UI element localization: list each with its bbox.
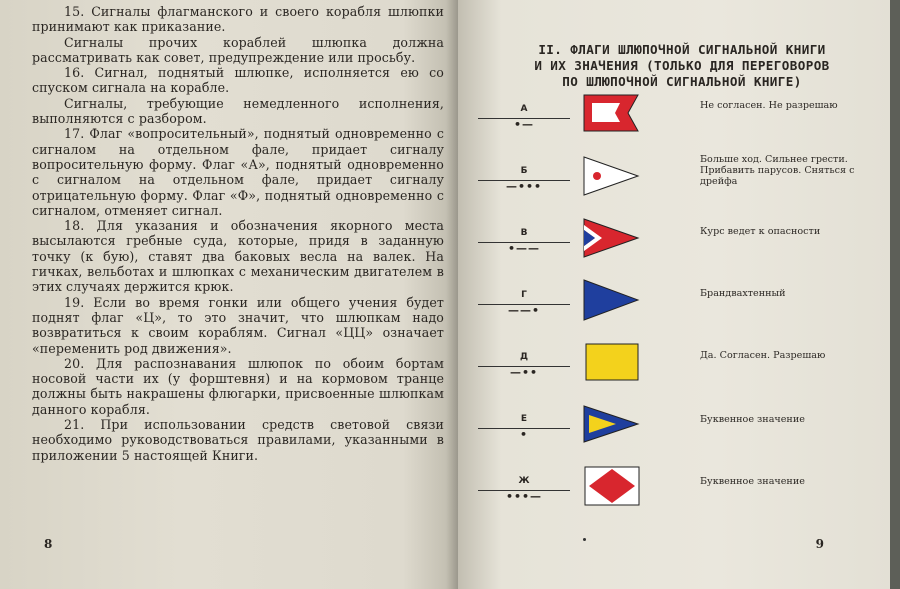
flag-letter: Д: [519, 352, 528, 362]
flag-code: [478, 104, 570, 131]
flag-code: [478, 290, 570, 317]
section-title-line: И ИХ ЗНАЧЕНИЯ (ТОЛЬКО ДЛЯ ПЕРЕГОВОРОВ: [534, 58, 830, 73]
morse-code: ——•: [507, 304, 541, 317]
flag-row: [478, 462, 890, 512]
left-page-number: 8: [44, 537, 53, 551]
paragraph: 16. Сигнал, поднятый шлюпке, исполняется ею со спуском сигнала на корабле.: [32, 65, 444, 96]
flag-meaning: Курс ведет к опасности: [700, 226, 821, 237]
paragraph: 21. При использовании средств световой связи необходимо руководствоваться правилами, указанными в приложении 5 настоящей Книги.: [32, 417, 444, 463]
flag-row: [478, 338, 890, 388]
signal-flag-7: [582, 464, 642, 508]
paragraph: 20. Для распознавания шлюпок по обоим бортам носовой части их (у форштевня) и на кормовом транце должны быть накрашены флюгарки, присвоенные шлюпкам данного корабля.: [32, 355, 444, 417]
paragraph: 15. Сигналы флагманского и своего корабля шлюпки принимают как приказание.: [32, 4, 444, 35]
signal-flag-5: [582, 340, 642, 384]
flag-code: [478, 476, 570, 503]
flag-meaning: Брандвахтенный: [700, 288, 786, 299]
print-dot: [583, 538, 586, 541]
morse-code: •——: [507, 242, 541, 255]
signal-flag-3: [582, 216, 642, 260]
right-page-number: 9: [815, 537, 824, 551]
paragraph: 17. Флаг «вопросительный», поднятый одновременно с сигналом на отдельном фале, придает сигналу вопросительную форму. Флаг «А», поднятый одновременно с сигналом на отдельном фале, придает сигналу отрицательную форму. Флаг «Ф», поднятый одновременно с сигналом, отменяет сигнал.: [32, 126, 444, 218]
flag-letter: Ж: [518, 476, 530, 486]
section-title-line: ПО ШЛЮПОЧНОЙ СИГНАЛЬНОЙ КНИГЕ): [562, 74, 802, 89]
paragraph: 18. Для указания и обозначения якорного места высылаются гребные суда, которые, придя в заданную точку (к бую), ставят два баковых весла на валек. На гичках, вельботах и шлюпках с механическим двигателем в этих случаях держится крюк.: [32, 218, 444, 295]
flag-letter: В: [520, 228, 528, 238]
flag-code: [478, 414, 570, 441]
flag-meaning: Да. Согласен. Разрешаю: [700, 350, 826, 361]
paragraph: 19. Если во время гонки или общего учения будет поднят флаг «Ц», то это значит, что шлюпкам надо возвратиться к своим кораблям. Сигнал «ЦЦ» означает «переменить род движения».: [32, 294, 444, 356]
section-title-line: II. ФЛАГИ ШЛЮПОЧНОЙ СИГНАЛЬНОЙ КНИГИ: [538, 42, 826, 57]
flag-letter: Е: [520, 414, 528, 424]
flag-row: [478, 90, 890, 140]
flag-row: [478, 400, 890, 450]
paragraph: Сигналы, требующие немедленного исполнения, выполняются с разбором.: [32, 95, 444, 127]
morse-code: •: [519, 428, 529, 441]
flag-letter: Б: [520, 166, 528, 176]
flag-letter: А: [520, 104, 528, 114]
morse-code: •—: [513, 118, 535, 131]
left-page-text: [32, 4, 444, 463]
flag-code: [478, 166, 570, 193]
morse-code: —••: [509, 366, 539, 379]
flag-row: [478, 214, 890, 264]
flag-meaning: Буквенное значение: [700, 476, 805, 487]
flag-row: [478, 152, 890, 202]
section-title: [488, 42, 876, 90]
signal-flag-4: [582, 278, 642, 322]
signal-flag-6: [582, 402, 642, 446]
signal-flag-2: [582, 154, 642, 198]
morse-code: •••—: [505, 490, 543, 503]
right-page: [458, 0, 890, 589]
flag-meaning: Буквенное значение: [700, 414, 805, 425]
paragraph: Сигналы прочих кораблей шлюпка должна рассматривать как совет, предупреждение или просьбу.: [32, 34, 444, 65]
flag-code: [478, 352, 570, 379]
flag-row: [478, 276, 890, 326]
morse-code: —•••: [505, 180, 543, 193]
flag-meaning: Не согласен. Не разрешаю: [700, 100, 838, 111]
flag-letter: Г: [521, 290, 527, 300]
flag-meaning: Больше ход. Сильнее грести. Прибавить парусов. Сняться с дрейфа: [700, 154, 855, 187]
flag-code: [478, 228, 570, 255]
signal-flag-1: [582, 92, 642, 136]
